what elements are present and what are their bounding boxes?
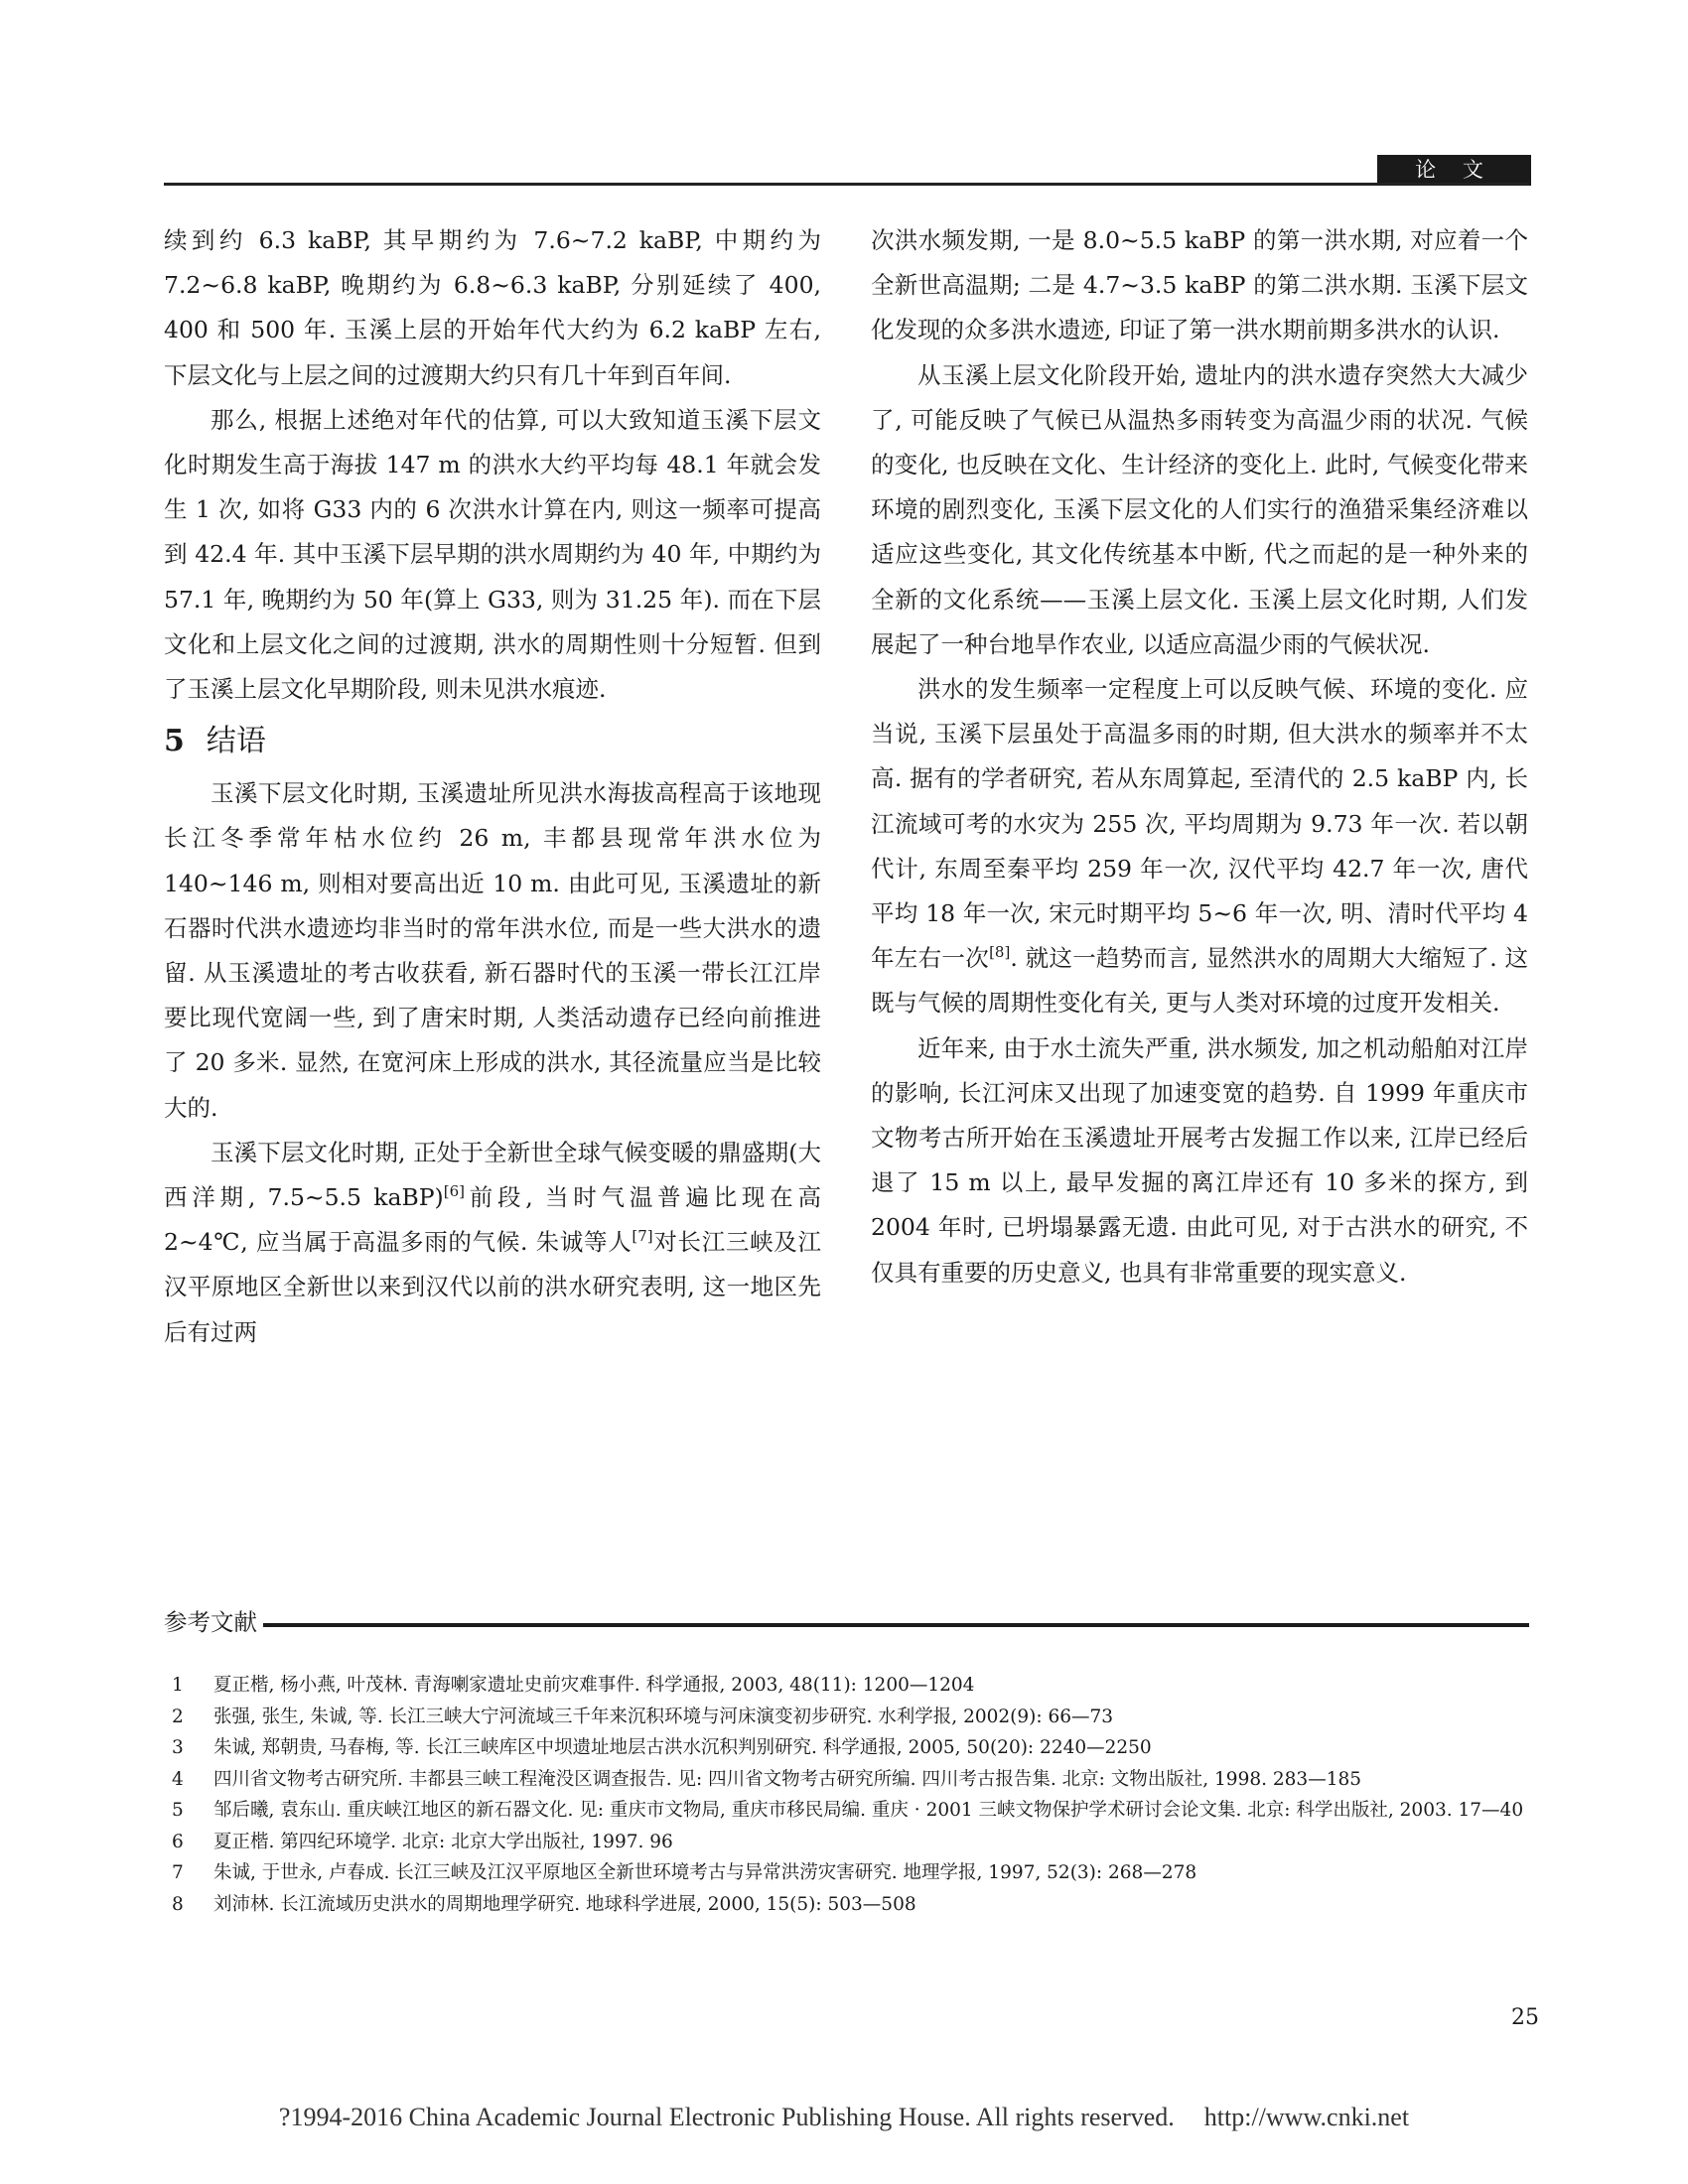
references-rule	[263, 1623, 1529, 1627]
reference-number: 3	[172, 1737, 184, 1758]
left-paragraph-4-part-a: 玉溪下层文化时期, 正处于全新世全球气候变暖的鼎盛期(大西洋期, 7.5~5.5 kaBP)	[164, 1138, 821, 1212]
reference-text: 朱诚, 郑朝贵, 马春梅, 等. 长江三峡库区中坝遗址地层古洪水沉积判别研究. 科学通报, 2005, 50(20): 2240—2250	[213, 1737, 1152, 1758]
reference-text: 夏正楷, 杨小燕, 叶茂林. 青海喇家遗址史前灾难事件. 科学通报, 2003, 48(11): 1200—1204	[213, 1675, 975, 1696]
left-paragraph-3: 玉溪下层文化时期, 玉溪遗址所见洪水海拔高程高于该地现长江冬季常年枯水位约 26 m, 丰都县现常年洪水位为 140~146 m, 则相对要高出近 10 m. 由此可见, 玉溪遗址的新石器时代洪水遗迹均非当时的常年洪水位, 而是一些大洪水的遗留. 从玉溪遗址的考古收获看, 新石器时代的玉溪一带长江江岸要比现代宽阔一些, 到了唐宋时期, 人类活动遗存已经向前推进了 20 多米. 显然, 在宽河床上形成的洪水, 其径流量应当是比较大的.	[164, 779, 821, 1122]
references-heading	[164, 1600, 1529, 1640]
reference-item	[164, 1889, 1529, 1921]
reference-number: 2	[172, 1706, 184, 1727]
citation-7[interactable]: [7]	[632, 1227, 653, 1246]
header-rule	[164, 183, 1529, 186]
right-paragraph-4: 近年来, 由于水土流失严重, 洪水频发, 加之机动船舶对江岸的影响, 长江河床又出现了加速变宽的趋势. 自 1999 年重庆市文物考古所开始在玉溪遗址开展考古发掘工作以来, 江岸已经后退了 15 m 以上, 最早发掘的离江岸还有 10 多米的探方, 到 2004 年时, 已坍塌暴露无遗. 由此可见, 对于古洪水的研究, 不仅具有重要的历史意义, 也具有非常重要的现实意义.	[871, 1033, 1528, 1287]
footer	[0, 2103, 1688, 2132]
reference-number: 1	[172, 1675, 184, 1696]
left-column	[164, 218, 821, 1355]
copyright-notice: ?1994-2016 China Academic Journal Electronic Publishing House. All rights reserved.	[278, 2103, 1175, 2131]
reference-item	[164, 1764, 1529, 1796]
section-heading	[164, 718, 821, 765]
right-paragraph-1: 次洪水频发期, 一是 8.0~5.5 kaBP 的第一洪水期, 对应着一个全新世高温期; 二是 4.7~3.5 kaBP 的第二洪水期. 玉溪下层文化发现的众多洪水遗迹, 印证了第一洪水期前期多洪水的认识.	[871, 226, 1528, 344]
reference-item	[164, 1795, 1529, 1827]
right-paragraph-3-part-a: 洪水的发生频率一定程度上可以反映气候、环境的变化. 应当说, 玉溪下层虽处于高温多雨的时期, 但大洪水的频率并不太高. 据有的学者研究, 若从东周算起, 至清代的 2.5 kaBP 内, 长江流域可考的水灾为 255 次, 平均周期为 9.73 年一次. 若以朝代计, 东周至秦平均 259 年一次, 汉代平均 42.7 年一次, 唐代平均 18 年一次, 宋元时期平均 5~6 年一次, 明、清时代平均 4 年左右一次	[871, 675, 1528, 973]
footer-link[interactable]: http://www.cnki.net	[1203, 2103, 1410, 2131]
reference-number: 4	[172, 1768, 184, 1790]
reference-item	[164, 1702, 1529, 1733]
left-paragraph-2: 那么, 根据上述绝对年代的估算, 可以大致知道玉溪下层文化时期发生高于海拔 147 m 的洪水大约平均每 48.1 年就会发生 1 次, 如将 G33 内的 6 次洪水计算在内, 则这一频率可提高到 42.4 年. 其中玉溪下层早期的洪水周期约为 40 年, 中期约为 57.1 年, 晚期约为 50 年(算上 G33, 则为 31.25 年). 而在下层文化和上层文化之间的过渡期, 洪水的周期性则十分短暂. 但到了玉溪上层文化早期阶段, 则未见洪水痕迹.	[164, 405, 821, 704]
reference-number: 7	[172, 1862, 184, 1883]
left-paragraph-4	[164, 1131, 821, 1355]
reference-item	[164, 1732, 1529, 1764]
section-number: 5	[164, 724, 185, 759]
reference-number: 8	[172, 1893, 184, 1915]
left-paragraph-1: 续到约 6.3 kaBP, 其早期约为 7.6~7.2 kaBP, 中期约为 7.2~6.8 kaBP, 晚期约为 6.8~6.3 kaBP, 分别延续了 400, 400 和 500 年. 玉溪上层的开始年代大约为 6.2 kaBP 左右, 下层文化与上层之间的过渡期大约只有几十年到百年间.	[164, 226, 821, 389]
citation-6[interactable]: [6]	[443, 1182, 465, 1201]
reference-text: 夏正楷. 第四纪环境学. 北京: 北京大学出版社, 1997. 96	[213, 1831, 673, 1852]
references-list	[164, 1670, 1529, 1920]
section-tag: 论 文	[1377, 155, 1531, 186]
left-paragraph-4-part-c: 对长江三峡及江汉平原地区全新世以来到汉代以前的洪水研究表明, 这一地区先后有过两	[164, 1228, 821, 1346]
page-number: 25	[1511, 2005, 1539, 2030]
reference-item	[164, 1857, 1529, 1889]
reference-text: 刘沛林. 长江流域历史洪水的周期地理学研究. 地球科学进展, 2000, 15(5): 503—508	[213, 1893, 916, 1915]
reference-number: 6	[172, 1831, 184, 1852]
reference-number: 5	[172, 1800, 184, 1821]
reference-item	[164, 1827, 1529, 1858]
left-paragraph-4-part-b: 前段, 当时气温普遍比现在高 2~4℃, 应当属于高温多雨的气候. 朱诚等人	[164, 1183, 821, 1257]
reference-item	[164, 1670, 1529, 1702]
right-paragraph-3-part-b: . 就这一趋势而言, 显然洪水的周期大大缩短了. 这既与气候的周期性变化有关, 更与人类对环境的过度开发相关.	[871, 944, 1528, 1018]
citation-8[interactable]: [8]	[989, 943, 1011, 962]
right-paragraph-3	[871, 667, 1528, 1026]
reference-text: 朱诚, 于世永, 卢春成. 长江三峡及江汉平原地区全新世环境考古与异常洪涝灾害研究. 地理学报, 1997, 52(3): 268—278	[213, 1862, 1197, 1883]
reference-text: 四川省文物考古研究所. 丰都县三峡工程淹没区调查报告. 见: 四川省文物考古研究所编. 四川考古报告集. 北京: 文物出版社, 1998. 283—185	[213, 1768, 1362, 1790]
reference-text: 邹后曦, 袁东山. 重庆峡江地区的新石器文化. 见: 重庆市文物局, 重庆市移民局编. 重庆 · 2001 三峡文物保护学术研讨会论文集. 北京: 科学出版社, 2003. 17—40	[213, 1800, 1524, 1821]
right-column	[871, 218, 1528, 1296]
references-label: 参考文献	[164, 1608, 257, 1636]
reference-text: 张强, 张生, 朱诚, 等. 长江三峡大宁河流域三千年来沉积环境与河床演变初步研究. 水利学报, 2002(9): 66—73	[213, 1706, 1114, 1727]
right-paragraph-2: 从玉溪上层文化阶段开始, 遗址内的洪水遗存突然大大减少了, 可能反映了气候已从温热多雨转变为高温少雨的状况. 气候的变化, 也反映在文化、生计经济的变化上. 此时, 气候变化带来环境的剧烈变化, 玉溪下层文化的人们实行的渔猎采集经济难以适应这些变化, 其文化传统基本中断, 代之而起的是一种外来的全新的文化系统——玉溪上层文化. 玉溪上层文化时期, 人们发展起了一种台地旱作农业, 以适应高温少雨的气候状况.	[871, 360, 1528, 658]
section-title: 结语	[206, 724, 266, 759]
